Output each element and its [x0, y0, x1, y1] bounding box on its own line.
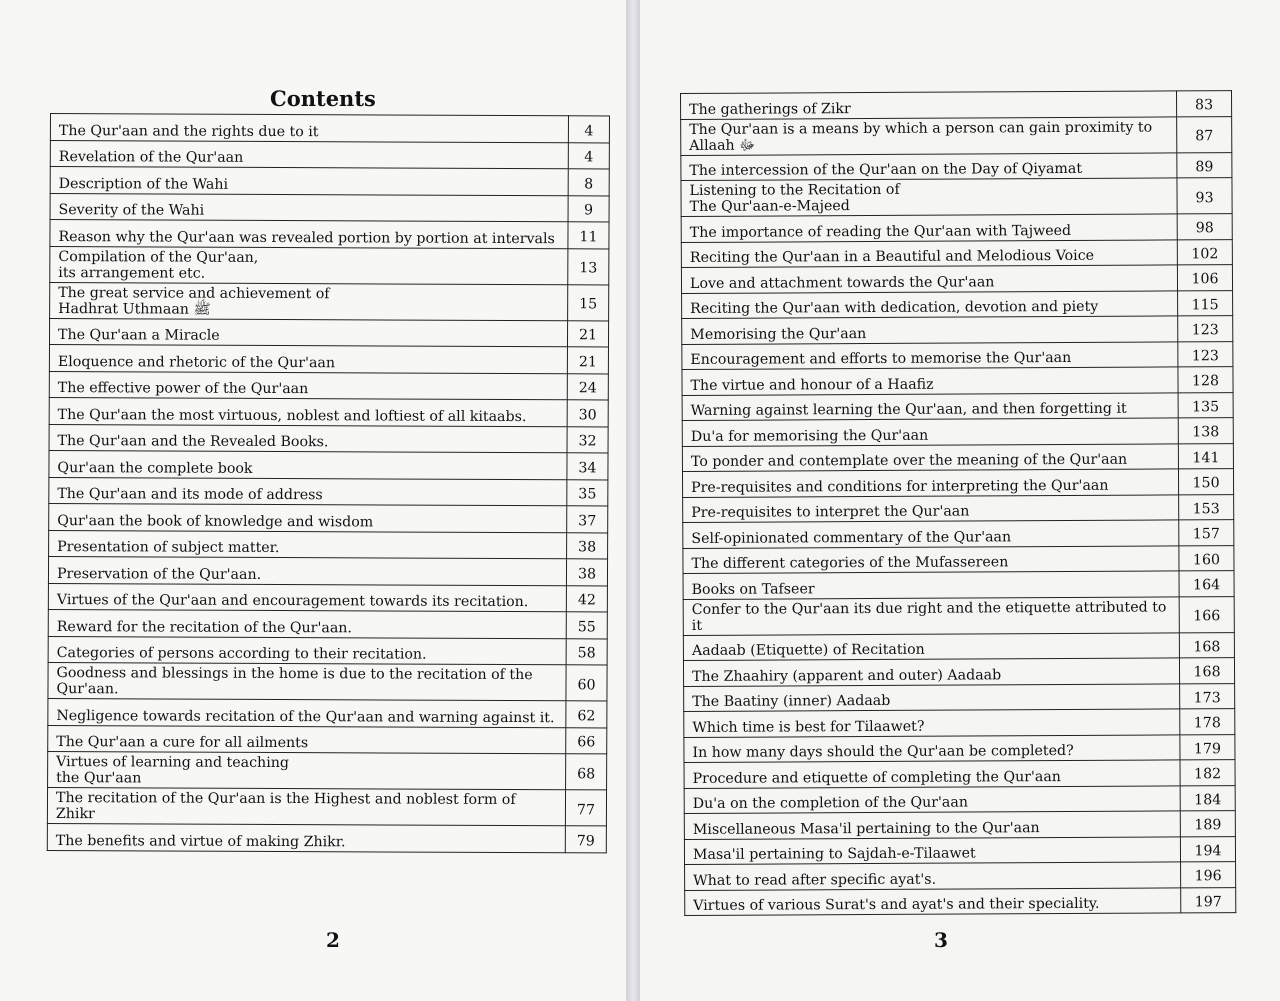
entry-page: 34 [567, 453, 608, 480]
entry-title: Negligence towards recitation of the Qur'aan and warning against it. [48, 698, 566, 727]
contents-row [48, 556, 607, 585]
entry-title: The importance of reading the Qur'aan with Tajweed [681, 214, 1177, 242]
entry-page: 184 [1180, 785, 1235, 811]
entry-page: 4 [568, 142, 609, 169]
entry-title: Pre-requisites to interpret the Qur'aan [683, 494, 1179, 522]
entry-page: 197 [1181, 887, 1236, 913]
entry-page: 13 [568, 248, 609, 284]
entry-title: The Qur'aan a cure for all ailments [48, 725, 566, 754]
contents-row [681, 265, 1232, 293]
left-page [0, 0, 626, 1001]
contents-row [48, 636, 607, 665]
entry-page: 9 [568, 195, 609, 222]
entry-page: 62 [566, 701, 607, 728]
entry-title: Reward for the recitation of the Qur'aan. [48, 609, 566, 638]
page-number: 2 [326, 928, 340, 952]
entry-page: 38 [566, 559, 607, 586]
contents-row [48, 751, 607, 789]
entry-page: 153 [1179, 494, 1234, 520]
entry-page: 189 [1180, 811, 1235, 837]
entry-page: 166 [1179, 596, 1234, 632]
contents-row [50, 282, 609, 320]
entry-title: Severity of the Wahi [50, 193, 568, 222]
entry-page: 123 [1178, 341, 1233, 367]
contents-row [47, 787, 606, 825]
contents-row [48, 698, 607, 727]
entry-page: 21 [567, 347, 608, 374]
contents-table-left [47, 113, 610, 853]
entry-title: Miscellaneous Masa'il pertaining to the Qur'aan [684, 811, 1180, 839]
contents-row [681, 239, 1232, 267]
contents-row [683, 632, 1234, 660]
entry-page: 83 [1176, 91, 1231, 117]
entry-page: 4 [568, 116, 609, 143]
contents-row [681, 91, 1232, 119]
entry-title: The Qur'aan the most virtuous, noblest and loftiest of all kitaabs. [49, 397, 567, 426]
entry-title: Description of the Wahi [50, 167, 568, 196]
entry-page: 15 [568, 284, 609, 320]
contents-row [48, 725, 607, 754]
entry-title: Du'a for memorising the Qur'aan [682, 418, 1178, 446]
entry-title: Reciting the Qur'aan in a Beautiful and Melodious Voice [681, 239, 1177, 267]
entry-page: 55 [566, 612, 607, 639]
entry-title: The Qur'aan and its mode of address [49, 477, 567, 506]
entry-title: Revelation of the Qur'aan [50, 140, 568, 169]
entry-title: The benefits and virtue of making Zhikr. [47, 823, 565, 852]
contents-row [49, 450, 608, 479]
contents-row [682, 469, 1233, 497]
entry-page: 168 [1179, 632, 1234, 658]
contents-row [50, 114, 609, 143]
contents-row [682, 341, 1233, 369]
entry-page: 42 [566, 585, 607, 612]
entry-title: Memorising the Qur'aan [682, 316, 1178, 344]
entry-page: 93 [1177, 178, 1232, 214]
entry-page: 11 [568, 222, 609, 249]
entry-title: Procedure and etiquette of completing the Qur'aan [684, 760, 1180, 788]
entry-page: 68 [566, 754, 607, 790]
entry-title: The Qur'aan and the Revealed Books. [49, 424, 567, 453]
contents-row [48, 609, 607, 638]
entry-title: The effective power of the Qur'aan [49, 371, 567, 400]
entry-title: The great service and achievement of Hadhrat Uthmaan ﷺ [50, 282, 568, 320]
contents-row [683, 494, 1234, 522]
entry-page: 98 [1177, 214, 1232, 240]
contents-row [683, 596, 1234, 635]
contents-row [684, 785, 1235, 813]
contents-row [681, 178, 1232, 217]
entry-title: The Baatiny (inner) Aadaab [684, 683, 1180, 711]
contents-row [683, 658, 1234, 686]
entry-title: Aadaab (Etiquette) of Recitation [683, 632, 1179, 660]
contents-row [682, 392, 1233, 420]
contents-row [48, 662, 607, 700]
contents-row [682, 443, 1233, 471]
contents-heading: Contents [270, 86, 376, 111]
contents-row [682, 367, 1233, 395]
entry-page: 30 [567, 400, 608, 427]
entry-title: Virtues of various Surat's and ayat's and their speciality. [685, 887, 1181, 915]
entry-title: Self-opinionated commentary of the Qur'aan [683, 520, 1179, 548]
entry-title: Qur'aan the complete book [49, 450, 567, 479]
page-number: 3 [934, 928, 948, 952]
entry-page: 58 [566, 638, 607, 665]
contents-row [682, 316, 1233, 344]
contents-row [50, 140, 609, 169]
entry-title: Which time is best for Tilaawet? [684, 709, 1180, 737]
entry-page: 79 [565, 826, 606, 853]
entry-title: Love and attachment towards the Qur'aan [681, 265, 1177, 293]
entry-page: 8 [568, 169, 609, 196]
entry-page: 60 [566, 665, 607, 701]
contents-row [681, 152, 1232, 180]
entry-title: The recitation of the Qur'aan is the Highest and noblest form of Zhikr [47, 787, 565, 825]
entry-title: Categories of persons according to their recitation. [48, 636, 566, 665]
entry-title: Encouragement and efforts to memorise the Qur'aan [682, 341, 1178, 369]
contents-row [681, 116, 1232, 155]
entry-title: Preservation of the Qur'aan. [48, 556, 566, 585]
entry-title: Confer to the Qur'aan its due right and the etiquette attributed to it [683, 596, 1179, 635]
entry-page: 89 [1177, 152, 1232, 178]
entry-page: 196 [1181, 862, 1236, 888]
contents-row [49, 503, 608, 532]
contents-row [683, 545, 1234, 573]
entry-title: The Qur'aan is a means by which a person can gain proximity to Allaah ﷻ [681, 116, 1177, 155]
entry-title: Listening to the Recitation of The Qur'aan-e-Majeed [681, 178, 1177, 217]
entry-page: 164 [1179, 571, 1234, 597]
contents-row [684, 709, 1235, 737]
entry-title: Reciting the Qur'aan with dedication, devotion and piety [682, 290, 1178, 318]
contents-row [49, 318, 608, 347]
entry-title: To ponder and contemplate over the meaning of the Qur'aan [682, 443, 1178, 471]
contents-row [50, 167, 609, 196]
entry-title: The gatherings of Zikr [681, 91, 1177, 119]
contents-row [49, 530, 608, 559]
contents-row [49, 424, 608, 453]
entry-title: The Qur'aan a Miracle [49, 318, 567, 347]
entry-title: Pre-requisites and conditions for interpreting the Qur'aan [682, 469, 1178, 497]
entry-title: Du'a on the completion of the Qur'aan [684, 785, 1180, 813]
entry-page: 24 [567, 373, 608, 400]
entry-title: Masa'il pertaining to Sajdah-e-Tilaawet [684, 836, 1180, 864]
entry-page: 115 [1178, 290, 1233, 316]
contents-row [684, 836, 1235, 864]
contents-row [50, 220, 609, 249]
contents-row [48, 583, 607, 612]
book-gutter [626, 0, 640, 1001]
entry-page: 123 [1178, 316, 1233, 342]
contents-row [49, 344, 608, 373]
contents-row [50, 246, 609, 284]
contents-row [684, 811, 1235, 839]
entry-page: 173 [1180, 683, 1235, 709]
contents-row [684, 760, 1235, 788]
contents-row [681, 214, 1232, 242]
entry-page: 66 [566, 727, 607, 754]
entry-title: Goodness and blessings in the home is due to the recitation of the Qur'aan. [48, 662, 566, 700]
entry-title: The Zhaahiry (apparent and outer) Aadaab [683, 658, 1179, 686]
contents-row [682, 418, 1233, 446]
entry-page: 77 [565, 790, 606, 826]
entry-title: The virtue and honour of a Haafiz [682, 367, 1178, 395]
contents-row [685, 887, 1236, 915]
entry-title: The Qur'aan and the rights due to it [50, 114, 568, 143]
entry-title: Virtues of the Qur'aan and encouragement towards its recitation. [48, 583, 566, 612]
contents-row [682, 290, 1233, 318]
contents-row [49, 371, 608, 400]
entry-page: 150 [1178, 469, 1233, 495]
entry-page: 102 [1177, 239, 1232, 265]
entry-title: Virtues of learning and teaching the Qur'aan [48, 751, 566, 789]
entry-title: Presentation of subject matter. [49, 530, 567, 559]
contents-row [49, 477, 608, 506]
contents-row [685, 862, 1236, 890]
entry-page: 128 [1178, 367, 1233, 393]
entry-page: 32 [567, 426, 608, 453]
entry-page: 157 [1179, 520, 1234, 546]
entry-title: Qur'aan the book of knowledge and wisdom [49, 503, 567, 532]
contents-row [49, 397, 608, 426]
entry-page: 37 [567, 506, 608, 533]
contents-row [683, 571, 1234, 599]
contents-row [683, 520, 1234, 548]
entry-page: 178 [1180, 709, 1235, 735]
entry-page: 160 [1179, 545, 1234, 571]
contents-row [50, 193, 609, 222]
entry-page: 168 [1179, 658, 1234, 684]
entry-title: Books on Tafseer [683, 571, 1179, 599]
entry-page: 194 [1180, 836, 1235, 862]
entry-page: 141 [1178, 443, 1233, 469]
contents-row [684, 734, 1235, 762]
entry-page: 138 [1178, 418, 1233, 444]
entry-page: 35 [567, 479, 608, 506]
entry-page: 87 [1177, 116, 1232, 152]
entry-page: 135 [1178, 392, 1233, 418]
entry-page: 21 [567, 320, 608, 347]
entry-page: 179 [1180, 734, 1235, 760]
entry-title: Reason why the Qur'aan was revealed portion by portion at intervals [50, 220, 568, 249]
contents-row [47, 823, 606, 852]
entry-page: 106 [1177, 265, 1232, 291]
contents-row [684, 683, 1235, 711]
entry-title: What to read after specific ayat's. [685, 862, 1181, 890]
entry-page: 182 [1180, 760, 1235, 786]
entry-title: The different categories of the Mufassereen [683, 545, 1179, 573]
entry-title: Compilation of the Qur'aan, its arrangement etc. [50, 246, 568, 284]
entry-title: Warning against learning the Qur'aan, and then forgetting it [682, 392, 1178, 420]
entry-title: The intercession of the Qur'aan on the Day of Qiyamat [681, 152, 1177, 180]
entry-page: 38 [567, 532, 608, 559]
contents-table-right [680, 90, 1236, 916]
entry-title: In how many days should the Qur'aan be completed? [684, 734, 1180, 762]
entry-title: Eloquence and rhetoric of the Qur'aan [49, 344, 567, 373]
